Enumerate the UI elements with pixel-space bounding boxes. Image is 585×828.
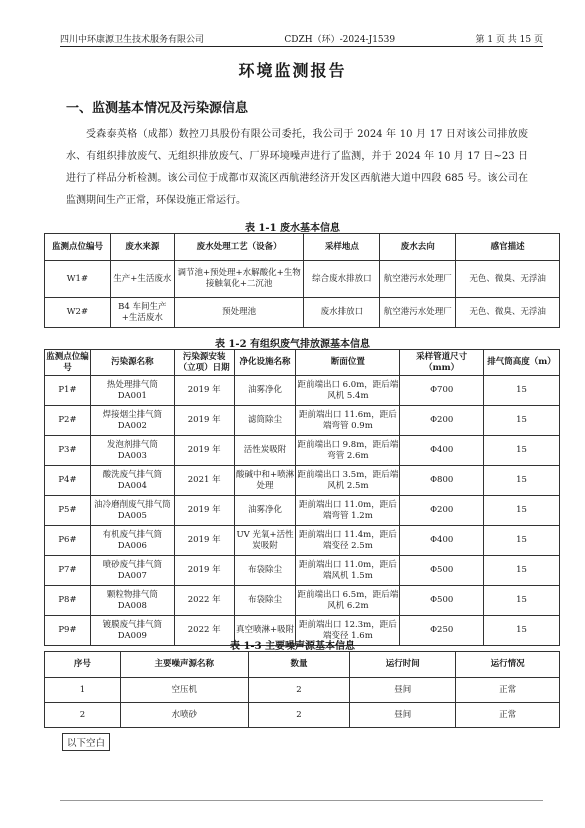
table-cell: 热处理排气筒 DA001: [90, 376, 174, 406]
table-header-row: [45, 652, 560, 678]
column-header: 感官描述: [456, 234, 560, 261]
table-row: [45, 586, 560, 616]
table-cell: 废水排放口: [304, 298, 380, 328]
company-name: 四川中环康源卫生技术服务有限公司: [60, 35, 205, 45]
table-cell: 1: [45, 678, 121, 703]
column-header: 废水来源: [110, 234, 174, 261]
table-cell: 15: [484, 406, 560, 436]
table-cell: Φ250: [400, 616, 484, 646]
table-cell: 酸碱中和+喷淋处理: [234, 466, 296, 496]
table-cell: 颗粒物排气筒 DA008: [90, 586, 174, 616]
table-cell: 15: [484, 526, 560, 556]
table-cell: 距前端出口 9.8m，距后端弯管 2.6m: [296, 436, 400, 466]
table-cell: 航空港污水处理厂: [380, 298, 456, 328]
table-cell: 距前端出口 6.0m，距后端风机 5.4m: [296, 376, 400, 406]
table-cell: Φ700: [400, 376, 484, 406]
table-cell: 距前端出口 3.5m，距后端风机 2.5m: [296, 466, 400, 496]
header-divider: [60, 46, 543, 47]
table-cell: 15: [484, 376, 560, 406]
table-cell: 昼间: [350, 703, 456, 728]
document-number: CDZH（环）-2024-J1539: [284, 35, 396, 45]
table-cell: P6#: [45, 526, 91, 556]
table-cell: 昼间: [350, 678, 456, 703]
table-cell: 综合废水排放口: [304, 261, 380, 298]
table-cell: 15: [484, 466, 560, 496]
table-cell: 预处理池: [174, 298, 304, 328]
table-cell: 距前端出口 11.6m，距后端弯管 0.9m: [296, 406, 400, 436]
column-header: 污染源名称: [90, 350, 174, 376]
table-cell: 发泡剂排气筒 DA003: [90, 436, 174, 466]
table-row: [45, 556, 560, 586]
table-row: [45, 496, 560, 526]
page-header: [60, 31, 543, 45]
table-cell: Φ400: [400, 436, 484, 466]
table-cell: 水喷砂: [120, 703, 248, 728]
column-header: 运行时间: [350, 652, 456, 678]
table-cell: P9#: [45, 616, 91, 646]
table-row: [45, 436, 560, 466]
page-number: 第 1 页 共 15 页: [475, 35, 543, 45]
column-header: 断面位置: [296, 350, 400, 376]
table-cell: 2019 年: [174, 496, 234, 526]
table-cell: 2019 年: [174, 556, 234, 586]
table-row: [45, 703, 560, 728]
column-header: 主要噪声源名称: [120, 652, 248, 678]
table-cell: 镀膜废气排气筒 DA009: [90, 616, 174, 646]
blank-below-note: 以下空白: [62, 733, 110, 751]
table-cell: P8#: [45, 586, 91, 616]
table-row: [45, 406, 560, 436]
table-cell: 油冷磨削废气排气筒 DA005: [90, 496, 174, 526]
section-heading: 一、监测基本情况及污染源信息: [66, 101, 249, 116]
table-cell: P3#: [45, 436, 91, 466]
table-row: [45, 466, 560, 496]
table-cell: 2019 年: [174, 526, 234, 556]
wastewater-table: [44, 233, 560, 328]
table-cell: 2: [248, 703, 350, 728]
noise-source-table: [44, 651, 560, 728]
table-cell: 15: [484, 586, 560, 616]
table-cell: 布袋除尘: [234, 556, 296, 586]
table-cell: UV 光氧+活性炭吸附: [234, 526, 296, 556]
table-row: [45, 526, 560, 556]
table-cell: 正常: [456, 678, 560, 703]
column-header: 采样地点: [304, 234, 380, 261]
table1-caption: 表 1-1 废水基本信息: [244, 223, 341, 234]
table-cell: 2022 年: [174, 616, 234, 646]
table-cell: Φ200: [400, 406, 484, 436]
table-cell: W1#: [45, 261, 111, 298]
report-title: 环境监测报告: [238, 61, 347, 80]
table-cell: Φ500: [400, 586, 484, 616]
table-cell: 距前端出口 11.0m，距后端弯管 1.2m: [296, 496, 400, 526]
table-cell: P5#: [45, 496, 91, 526]
table-cell: 2019 年: [174, 436, 234, 466]
table-cell: 15: [484, 436, 560, 466]
table-cell: 真空喷淋+吸附: [234, 616, 296, 646]
table-cell: 距前端出口 11.0m，距后端风机 1.5m: [296, 556, 400, 586]
table-cell: 距前端出口 11.4m，距后端变径 2.5m: [296, 526, 400, 556]
column-header: 运行情况: [456, 652, 560, 678]
table-row: [45, 298, 560, 328]
table3-caption: 表 1-3 主要噪声源基本信息: [229, 641, 356, 652]
table-header-row: [45, 234, 560, 261]
table-cell: B4 车间生产+生活废水: [110, 298, 174, 328]
table-cell: 滤筒除尘: [234, 406, 296, 436]
table-cell: 活性炭吸附: [234, 436, 296, 466]
table-cell: Φ800: [400, 466, 484, 496]
table-cell: 焊接烟尘排气筒 DA002: [90, 406, 174, 436]
table-cell: 2022 年: [174, 586, 234, 616]
table-cell: P7#: [45, 556, 91, 586]
table-cell: 酸洗废气排气筒 DA004: [90, 466, 174, 496]
exhaust-gas-table: [44, 349, 560, 646]
table-cell: 喷砂废气排气筒 DA007: [90, 556, 174, 586]
table-cell: W2#: [45, 298, 111, 328]
table-cell: P1#: [45, 376, 91, 406]
table-row: [45, 376, 560, 406]
table-cell: 2019 年: [174, 406, 234, 436]
column-header: 排气筒高度（m）: [484, 350, 560, 376]
table-cell: 空压机: [120, 678, 248, 703]
table-cell: 调节池+预处理+水解酸化+生物接触氧化+二沉池: [174, 261, 304, 298]
column-header: 序号: [45, 652, 121, 678]
table-cell: 2: [45, 703, 121, 728]
table-cell: 无色、微臭、无浮油: [456, 298, 560, 328]
footer-divider: [60, 800, 543, 801]
table-cell: 15: [484, 496, 560, 526]
table-cell: 2019 年: [174, 376, 234, 406]
table-row: [45, 678, 560, 703]
table-header-row: [45, 350, 560, 376]
table-cell: 有机废气排气筒 DA006: [90, 526, 174, 556]
table-cell: 距前端出口 12.3m，距后端变径 1.6m: [296, 616, 400, 646]
table-cell: Φ400: [400, 526, 484, 556]
column-header: 净化设施名称: [234, 350, 296, 376]
column-header: 污染源安装（立项）日期: [174, 350, 234, 376]
table-cell: 油雾净化: [234, 376, 296, 406]
column-header: 采样管道尺寸（mm）: [400, 350, 484, 376]
table-cell: 15: [484, 616, 560, 646]
column-header: 数量: [248, 652, 350, 678]
table-cell: 无色、微臭、无浮油: [456, 261, 560, 298]
table-cell: 布袋除尘: [234, 586, 296, 616]
table-row: [45, 261, 560, 298]
table-cell: Φ200: [400, 496, 484, 526]
table-cell: 油雾净化: [234, 496, 296, 526]
table-cell: Φ500: [400, 556, 484, 586]
column-header: 废水去向: [380, 234, 456, 261]
table-cell: 2021 年: [174, 466, 234, 496]
table-cell: 15: [484, 556, 560, 586]
column-header: 监测点位编号: [45, 350, 91, 376]
table-cell: P2#: [45, 406, 91, 436]
table-cell: 航空港污水处理厂: [380, 261, 456, 298]
column-header: 监测点位编号: [45, 234, 111, 261]
table-cell: 正常: [456, 703, 560, 728]
table-cell: 2: [248, 678, 350, 703]
intro-paragraph: 受森泰英格（成都）数控刀具股份有限公司委托，我公司于 2024 年 10 月 17 日对该公司排放废水、有组织排放废气、无组织排放废气、厂界环境噪声进行了监测，并于 2024 年 10 月 17 日~23 日进行了样品分析检测。该公司位于成都市双流区西航港经济开发区西航港大道中四段 685 号。该公司在监测期间生产正常，环保设施正常运行。: [66, 129, 528, 206]
table2-caption: 表 1-2 有组织废气排放源基本信息: [214, 339, 371, 350]
table-cell: P4#: [45, 466, 91, 496]
table-cell: 距前端出口 6.5m，距后端风机 6.2m: [296, 586, 400, 616]
table-cell: 生产+生活废水: [110, 261, 174, 298]
column-header: 废水处理工艺（设备）: [174, 234, 304, 261]
